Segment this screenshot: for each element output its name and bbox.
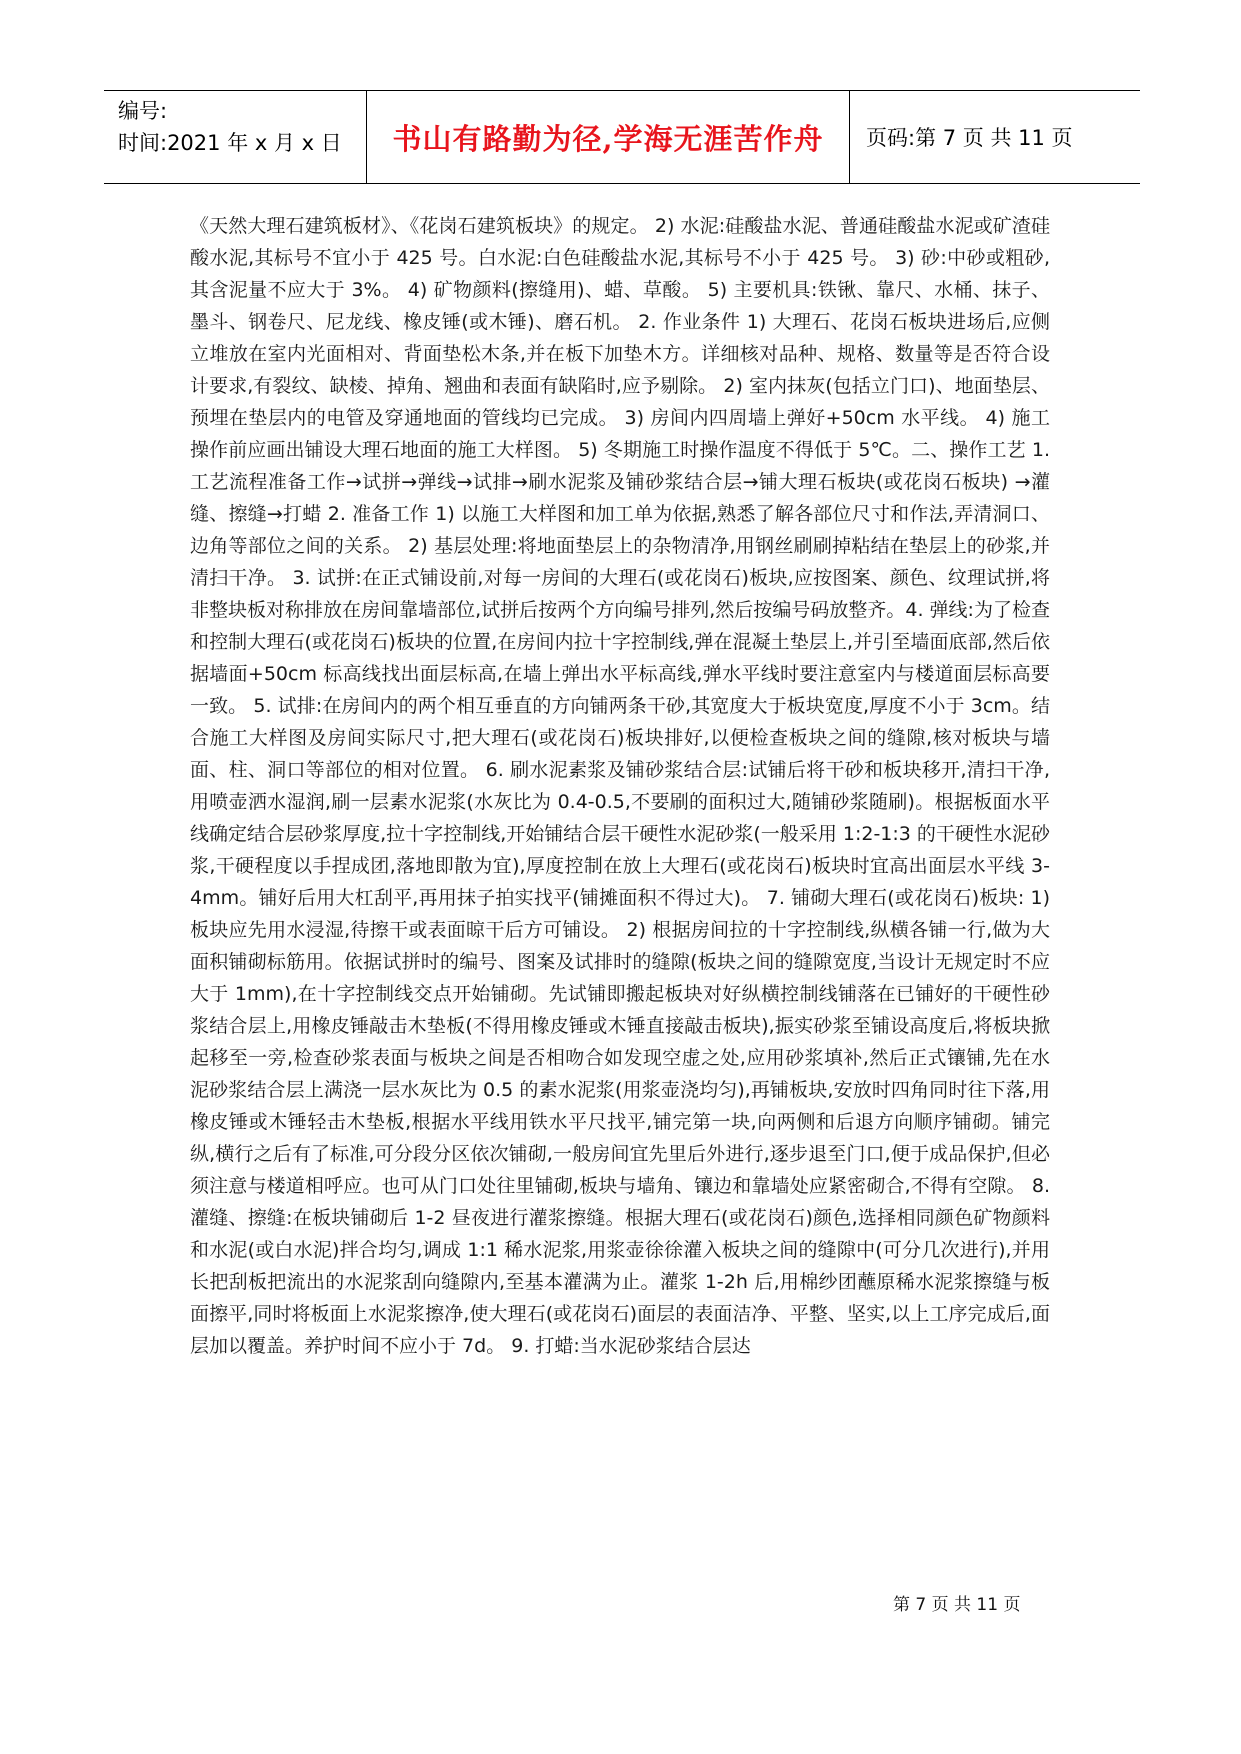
- document-number-label: 编号:: [118, 99, 168, 123]
- document-time: 时间:2021 年 x 月 x 日: [118, 131, 342, 155]
- header-divider: [849, 91, 850, 183]
- page-header: [104, 90, 1140, 184]
- header-page-info: 页码:第 7 页 共 11 页: [866, 126, 1073, 150]
- body-paragraph: 《天然大理石建筑板材》、《花岗石建筑板块》的规定。 2) 水泥:硅酸盐水泥、普通硅酸盐水泥或矿渣硅酸水泥,其标号不宜小于 425 号。白水泥:白色硅酸盐水泥,其标号不小于 425 号。 3) 砂:中砂或粗砂,其含泥量不应大于 3%。 4) 矿物颜料(擦缝用)、蜡、草酸。 5) 主要机具:铁锹、靠尺、水桶、抹子、墨斗、钢卷尺、尼龙线、橡皮锤(或木锤)、磨石机。 2. 作业条件 1) 大理石、花岗石板块进场后,应侧立堆放在室内光面相对、背面垫松木条,并在板下加垫木方。详细核对品种、规格、数量等是否符合设计要求,有裂纹、缺棱、掉角、翘曲和表面有缺陷时,应予剔除。 2) 室内抹灰(包括立门口)、地面垫层、预埋在垫层内的电管及穿通地面的管线均已完成。 3) 房间内四周墙上弹好+50cm 水平线。 4) 施工操作前应画出铺设大理石地面的施工大样图。 5) 冬期施工时操作温度不得低于 5℃。二、操作工艺 1. 工艺流程准备工作→试拼→弹线→试排→刷水泥浆及铺砂浆结合层→铺大理石板块(或花岗石板块) →灌缝、擦缝→打蜡 2. 准备工作 1) 以施工大样图和加工单为依据,熟悉了解各部位尺寸和作法,弄清洞口、边角等部位之间的关系。 2) 基层处理:将地面垫层上的杂物清净,用钢丝刷刷掉粘结在垫层上的砂浆,并清扫干净。 3. 试拼:在正式铺设前,对每一房间的大理石(或花岗石)板块,应按图案、颜色、纹理试拼,将非整块板对称排放在房间靠墙部位,试拼后按两个方向编号排列,然后按编号码放整齐。4. 弹线:为了检查和控制大理石(或花岗石)板块的位置,在房间内拉十字控制线,弹在混凝土垫层上,并引至墙面底部,然后依据墙面+50cm 标高线找出面层标高,在墙上弹出水平标高线,弹水平线时要注意室内与楼道面层标高要一致。 5. 试排:在房间内的两个相互垂直的方向铺两条干砂,其宽度大于板块宽度,厚度不小于 3cm。结合施工大样图及房间实际尺寸,把大理石(或花岗石)板块排好,以便检查板块之间的缝隙,核对板块与墙面、柱、洞口等部位的相对位置。 6. 刷水泥素浆及铺砂浆结合层:试铺后将干砂和板块移开,清扫干净,用喷壶洒水湿润,刷一层素水泥浆(水灰比为 0.4-0.5,不要刷的面积过大,随铺砂浆随刷)。根据板面水平线确定结合层砂浆厚度,拉十字控制线,开始铺结合层干硬性水泥砂浆(一般采用 1:2-1:3 的干硬性水泥砂浆,干硬程度以手捏成团,落地即散为宜),厚度控制在放上大理石(或花岗石)板块时宜高出面层水平线 3-4mm。铺好后用大杠刮平,再用抹子拍实找平(铺摊面积不得过大)。 7. 铺砌大理石(或花岗石)板块: 1) 板块应先用水浸湿,待擦干或表面晾干后方可铺设。 2) 根据房间拉的十字控制线,纵横各铺一行,做为大面积铺砌标筋用。依据试拼时的编号、图案及试排时的缝隙(板块之间的缝隙宽度,当设计无规定时不应大于 1mm),在十字控制线交点开始铺砌。先试铺即搬起板块对好纵横控制线铺落在已铺好的干硬性砂浆结合层上,用橡皮锤敲击木垫板(不得用橡皮锤或木锤直接敲击板块),振实砂浆至铺设高度后,将板块掀起移至一旁,检查砂浆表面与板块之间是否相吻合如发现空虚之处,应用砂浆填补,然后正式镶铺,先在水泥砂浆结合层上满浇一层水灰比为 0.5 的素水泥浆(用浆壶浇均匀),再铺板块,安放时四角同时往下落,用橡皮锤或木锤轻击木垫板,根据水平线用铁水平尺找平,铺完第一块,向两侧和后退方向顺序铺砌。铺完纵,横行之后有了标准,可分段分区依次铺砌,一般房间宜先里后外进行,逐步退至门口,便于成品保护,但必须注意与楼道相呼应。也可从门口处往里铺砌,板块与墙角、镶边和靠墙处应紧密砌合,不得有空隙。 8. 灌缝、擦缝:在板块铺砌后 1-2 昼夜进行灌浆擦缝。根据大理石(或花岗石)颜色,选择相同颜色矿物颜料和水泥(或白水泥)拌合均匀,调成 1:1 稀水泥浆,用浆壶徐徐灌入板块之间的缝隙中(可分几次进行),并用长把刮板把流出的水泥浆刮向缝隙内,至基本灌满为止。灌浆 1-2h 后,用棉纱团蘸原稀水泥浆擦缝与板面擦平,同时将板面上水泥浆擦净,使大理石(或花岗石)面层的表面洁净、平整、坚实,以上工序完成后,面层加以覆盖。养护时间不应小于 7d。 9. 打蜡:当水泥砂浆结合层达: [190, 215, 1050, 1357]
- header-motto: 书山有路勤为径,学海无涯苦作舟: [392, 121, 824, 156]
- page-footer-number: 第 7 页 共 11 页: [893, 1595, 1021, 1615]
- header-meta: [118, 95, 342, 159]
